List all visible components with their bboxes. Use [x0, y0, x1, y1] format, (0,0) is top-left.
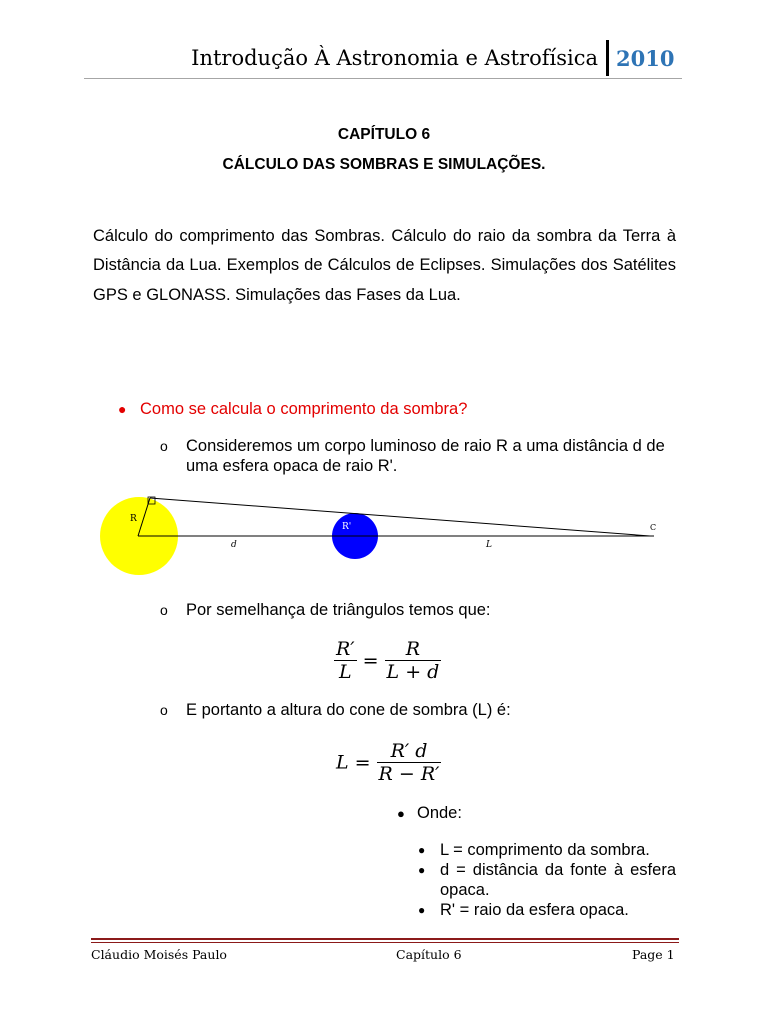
step-consider-text: Consideremos um corpo luminoso de raio R a uma distância d de uma esfera opaca de raio R'. [186, 437, 665, 475]
footer-chapter: Capítulo 6 [396, 947, 462, 962]
where-label: Onde: [417, 804, 462, 822]
header-separator [606, 40, 609, 76]
label-R: R [130, 514, 137, 524]
fraction-denominator: R − R′ [378, 763, 440, 785]
question-bullet [118, 400, 467, 419]
tangent-line [150, 498, 650, 536]
formula-shadow-length [336, 740, 441, 785]
formula-similarity [334, 638, 441, 683]
chapter-abstract: Cálculo do comprimento das Sombras. Cálculo do raio da sombra da Terra à Distância da Lua. Exemplos de Cálculos de Eclipses. Simulações dos Satélites GPS e GLONASS. Simulações das Fases da Lua. [93, 227, 676, 304]
formula-lhs: L [336, 751, 349, 774]
fraction-lhs [334, 638, 357, 683]
chapter-number: CAPÍTULO 6 [337, 126, 431, 143]
definition-text: R' = raio da esfera opaca. [440, 901, 629, 919]
step-therefore [160, 700, 511, 720]
circle-bullet-icon: o [160, 602, 168, 618]
bullet-dot-icon: ● [118, 401, 127, 417]
step-therefore-text: E portanto a altura do cone de sombra (L) é: [186, 701, 511, 719]
label-d: d [231, 540, 237, 550]
definition-item [418, 860, 676, 900]
header-rule [84, 78, 682, 79]
bullet-dot-icon: ● [418, 863, 426, 877]
circle-bullet-icon: o [160, 702, 168, 718]
fraction-numerator: R′ d [377, 740, 442, 763]
equals-sign: = [362, 649, 379, 672]
step-similarity-text: Por semelhança de triângulos temos que: [186, 601, 491, 619]
where-bullet [397, 804, 462, 823]
definition-item [418, 900, 676, 920]
footer-page: Page 1 [632, 947, 675, 962]
definition-text: d = distância da fonte à esfera opaca. [440, 861, 676, 899]
definition-list [418, 840, 676, 920]
header-title: Introdução À Astronomia e Astrofísica [191, 46, 598, 70]
equals-sign: = [354, 751, 371, 774]
fraction-rhs [385, 638, 442, 683]
footer-author: Cláudio Moisés Paulo [91, 947, 227, 962]
footer-rule [91, 938, 679, 940]
fraction-numerator: R′ [336, 638, 355, 660]
bullet-dot-icon: ● [418, 903, 426, 917]
bullet-dot-icon: ● [418, 843, 426, 857]
fraction-denominator: L [339, 661, 352, 683]
chapter-title: CÁLCULO DAS SOMBRAS E SIMULAÇÕES. [222, 156, 546, 173]
header-year: 2010 [616, 46, 675, 71]
page-header [84, 40, 682, 80]
definition-item [418, 840, 676, 860]
label-L: L [486, 540, 492, 550]
label-C: C [650, 523, 657, 532]
footer-rule-thin [91, 942, 679, 943]
bullet-dot-icon: ● [397, 806, 405, 821]
label-Rp: R' [342, 522, 352, 532]
step-consider [160, 436, 676, 476]
fraction-rhs [377, 740, 442, 785]
shadow-cone-diagram [98, 490, 660, 578]
step-similarity [160, 600, 491, 620]
fraction-denominator: L + d [386, 661, 440, 683]
fraction-numerator: R [385, 638, 442, 661]
circle-bullet-icon: o [160, 438, 168, 454]
question-text: Como se calcula o comprimento da sombra? [140, 400, 468, 418]
definition-text: L = comprimento da sombra. [440, 841, 650, 859]
